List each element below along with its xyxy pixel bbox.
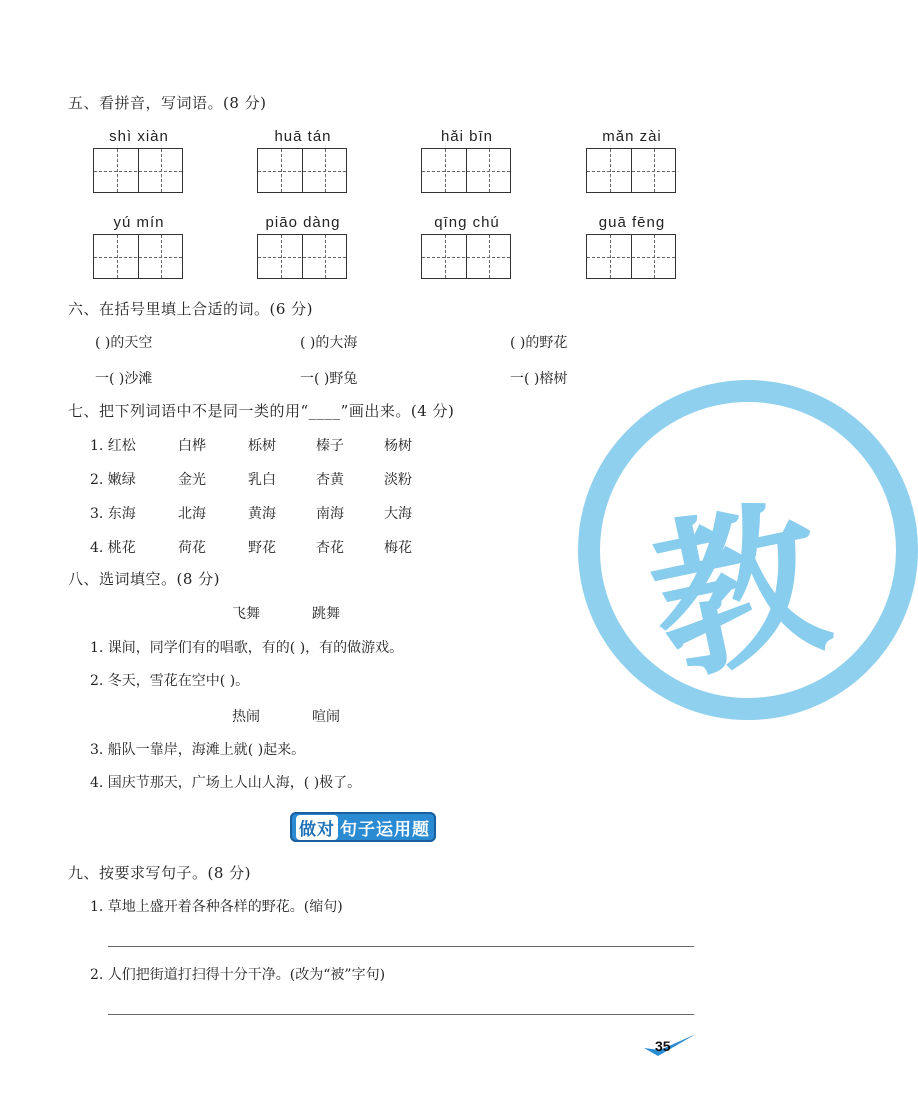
fill-item: 一( )沙滩 — [95, 371, 153, 387]
word-item[interactable]: 白桦 — [178, 438, 206, 454]
word-item[interactable]: 南海 — [316, 506, 344, 522]
watermark-stamp-char: 教 — [634, 478, 842, 708]
section5-title: 五、看拼音，写词语。(8 分) — [68, 94, 267, 112]
section8-title: 八、选词填空。(8 分) — [68, 570, 221, 588]
question-item: 3. 船队一靠岸，海滩上就( )起来。 — [90, 742, 306, 758]
answer-line[interactable] — [108, 946, 694, 947]
fill-item: 一( )榕树 — [510, 371, 568, 387]
word-item[interactable]: 梅花 — [384, 540, 412, 556]
word-item[interactable]: 野花 — [248, 540, 276, 556]
pinyin-label: yú mín — [113, 214, 165, 231]
word-item[interactable]: 杏黄 — [316, 472, 344, 488]
writing-grid[interactable] — [421, 234, 511, 279]
word-item[interactable]: 杨树 — [384, 438, 412, 454]
word-item[interactable]: 杏花 — [316, 540, 344, 556]
question-item: 2. 冬天，雪花在空中( )。 — [90, 673, 250, 689]
word-choice: 喧闹 — [312, 709, 340, 725]
word-item[interactable]: 2. 嫩绿 — [90, 472, 136, 488]
pinyin-label: qīng chú — [434, 214, 500, 231]
banner-part2: 句子运用题 — [340, 819, 430, 840]
banner-part1: 做对 — [296, 815, 338, 840]
writing-grid[interactable] — [421, 148, 511, 193]
word-item[interactable]: 4. 桃花 — [90, 540, 136, 556]
fill-item: ( )的野花 — [510, 335, 568, 351]
word-item[interactable]: 栎树 — [248, 438, 276, 454]
section9-title: 九、按要求写句子。(8 分) — [68, 864, 252, 882]
page-number: 35 — [655, 1038, 671, 1054]
word-item[interactable]: 北海 — [178, 506, 206, 522]
fill-item: ( )的天空 — [95, 335, 153, 351]
question-item: 1. 课间，同学们有的唱歌，有的( )，有的做游戏。 — [90, 640, 404, 656]
fill-item: 一( )野兔 — [300, 371, 358, 387]
word-item[interactable]: 1. 红松 — [90, 438, 136, 454]
word-choice: 飞舞 — [232, 606, 260, 622]
writing-grid[interactable] — [93, 234, 183, 279]
writing-grid[interactable] — [586, 148, 676, 193]
fill-item: ( )的大海 — [300, 335, 358, 351]
answer-line[interactable] — [108, 1014, 694, 1015]
pinyin-label: piāo dàng — [265, 214, 341, 231]
section7-title: 七、把下列词语中不是同一类的用“____”画出来。(4 分) — [68, 402, 455, 420]
writing-grid[interactable] — [257, 148, 347, 193]
writing-grid[interactable] — [257, 234, 347, 279]
word-item[interactable]: 大海 — [384, 506, 412, 522]
question-item: 1. 草地上盛开着各种各样的野花。(缩句) — [90, 899, 343, 915]
pinyin-label: mǎn zài — [602, 128, 662, 145]
question-item: 2. 人们把街道打扫得十分干净。(改为“被”字句) — [90, 967, 386, 983]
word-item[interactable]: 淡粉 — [384, 472, 412, 488]
word-item[interactable]: 黄海 — [248, 506, 276, 522]
word-choice: 热闹 — [232, 709, 260, 725]
word-item[interactable]: 金光 — [178, 472, 206, 488]
word-choice: 跳舞 — [312, 606, 340, 622]
section-banner — [290, 812, 436, 842]
question-item: 4. 国庆节那天，广场上人山人海，( )极了。 — [90, 775, 362, 791]
word-item[interactable]: 乳白 — [248, 472, 276, 488]
pinyin-label: shì xiàn — [109, 128, 169, 145]
section6-title: 六、在括号里填上合适的词。(6 分) — [68, 300, 314, 318]
pinyin-label: guā fēng — [598, 214, 666, 231]
word-item[interactable]: 荷花 — [178, 540, 206, 556]
word-item[interactable]: 3. 东海 — [90, 506, 136, 522]
writing-grid[interactable] — [586, 234, 676, 279]
pinyin-label: hǎi bīn — [440, 128, 494, 145]
writing-grid[interactable] — [93, 148, 183, 193]
word-item[interactable]: 榛子 — [316, 438, 344, 454]
pinyin-label: huā tán — [274, 128, 332, 145]
